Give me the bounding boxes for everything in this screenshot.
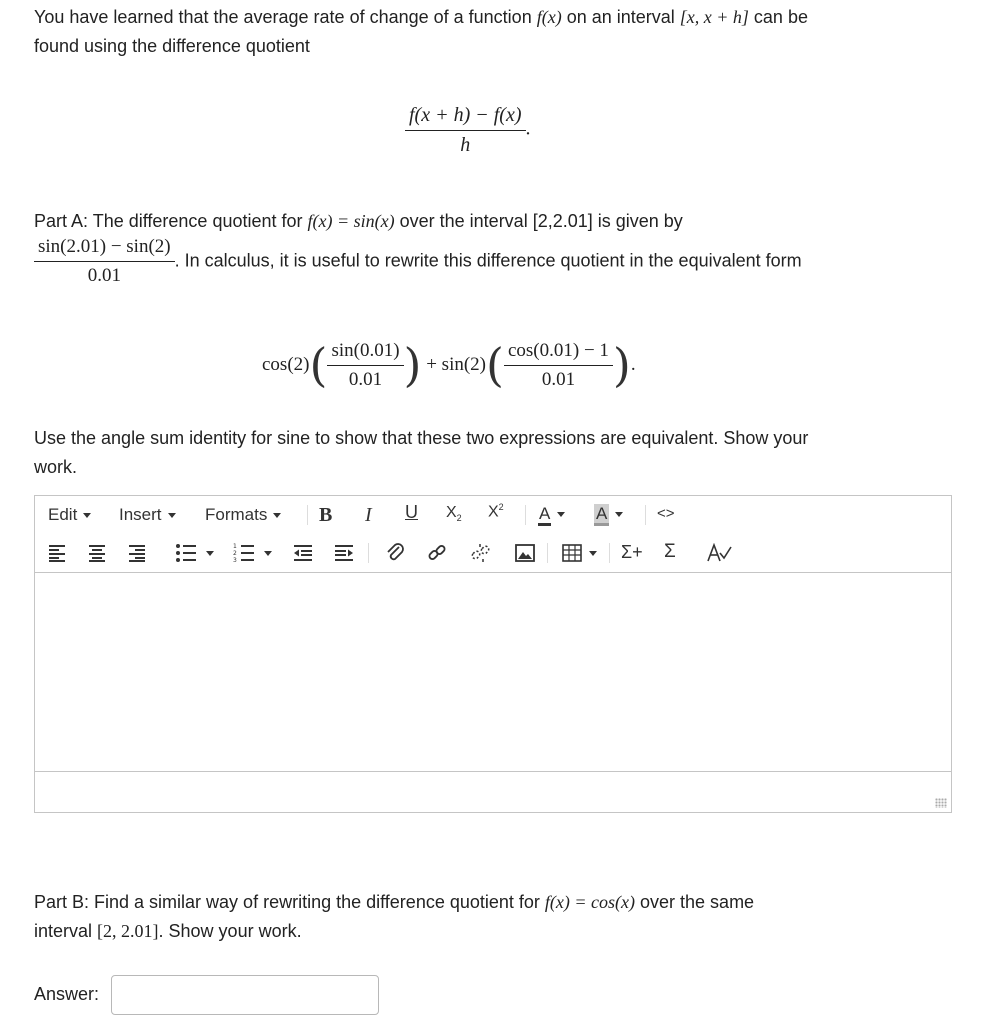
intro-line-2: found using the difference quotient xyxy=(34,36,310,56)
subscript-button[interactable]: $X_2$ xyxy=(446,504,462,524)
part-b-text-4: . Show your work. xyxy=(158,921,302,941)
instruction-a xyxy=(34,424,808,482)
chevron-down-icon xyxy=(83,513,91,518)
indent-icon[interactable] xyxy=(334,544,354,562)
insert-menu-label: Insert xyxy=(119,505,162,524)
part-b-text-3: interval xyxy=(34,921,98,941)
part-a-fx: f(x) = sin(x) xyxy=(307,211,395,231)
equivalent-form-formula: cos(2)( $\frac{\sin(0.01)}{0.01}$ ) + sin(2)( $\frac{\cos(0.01) - 1}{0.01}$ ). xyxy=(262,338,636,392)
table-icon[interactable] xyxy=(562,544,582,562)
formats-menu-label: Formats xyxy=(205,505,268,524)
align-right-icon[interactable] xyxy=(128,544,146,562)
toolbar-divider xyxy=(547,543,548,563)
chevron-down-icon[interactable] xyxy=(206,551,214,556)
superscript-label: X xyxy=(488,503,499,521)
chevron-down-icon xyxy=(168,513,176,518)
image-icon[interactable] xyxy=(515,544,535,562)
align-center-icon[interactable] xyxy=(88,544,106,562)
intro-text-3: can be xyxy=(748,7,808,27)
editor-content-area[interactable] xyxy=(35,572,951,774)
part-a-frac-numerator: sin(2.01) − sin(2) xyxy=(38,236,171,257)
chevron-down-icon xyxy=(615,512,623,517)
part-b-paragraph xyxy=(34,888,754,946)
editor-toolbar-row-2 xyxy=(35,534,951,572)
equivalent-end-punct: . xyxy=(630,354,636,375)
instruction-line-1: Use the angle sum identity for sine to show that these two expressions are equivalent. Show your xyxy=(34,428,809,448)
sigma-button[interactable]: Σ xyxy=(664,541,676,562)
numbered-list-icon[interactable] xyxy=(233,543,255,563)
svg-text:3: 3 xyxy=(233,557,237,563)
part-b-text-1: Part B: Find a similar way of rewriting the difference quotient for xyxy=(34,892,545,912)
accessibility-check-icon[interactable] xyxy=(706,543,732,563)
bullet-list-icon[interactable] xyxy=(175,543,197,563)
underline-button[interactable]: U xyxy=(405,502,418,522)
dq-end-punct: . xyxy=(525,117,531,140)
dq-denominator: h xyxy=(405,130,526,157)
bold-button[interactable]: B xyxy=(319,504,333,526)
equation-editor-button[interactable]: Σ+ xyxy=(621,542,643,562)
plus-sin-term: + sin(2) xyxy=(426,354,487,375)
part-b-fx: f(x) = cos(x) xyxy=(544,892,636,912)
part-a-text-2: over the interval [2,2.01] is given by xyxy=(394,211,683,231)
intro-fx: f(x) xyxy=(536,7,562,27)
dq-numerator: f(x + h) − f(x) xyxy=(409,104,522,126)
frac2-denominator: 0.01 xyxy=(504,365,613,391)
resize-handle-icon[interactable] xyxy=(935,798,947,808)
part-a-text-1: Part A: The difference quotient for xyxy=(34,211,308,231)
part-b-interval: [2, 2.01] xyxy=(97,921,159,941)
intro-interval: [x, x + h] xyxy=(679,7,749,27)
toolbar-divider xyxy=(645,505,646,525)
frac1-numerator: sin(0.01) xyxy=(331,339,400,361)
chevron-down-icon xyxy=(273,513,281,518)
instruction-line-2: work. xyxy=(34,457,78,477)
code-button[interactable]: <> xyxy=(657,505,675,522)
answer-label: Answer: xyxy=(34,984,100,1004)
answer-input[interactable] xyxy=(111,975,379,1015)
chevron-down-icon[interactable] xyxy=(589,551,597,556)
part-a-frac-denominator: 0.01 xyxy=(34,261,175,287)
svg-text:2: 2 xyxy=(233,550,237,557)
edit-menu[interactable] xyxy=(48,505,91,525)
link-icon[interactable] xyxy=(427,543,447,563)
rich-text-editor xyxy=(34,495,952,813)
cos-term: cos(2) xyxy=(262,354,310,375)
align-left-icon[interactable] xyxy=(48,544,66,562)
toolbar-divider xyxy=(368,543,369,563)
outdent-icon[interactable] xyxy=(293,544,313,562)
text-color-button[interactable] xyxy=(538,504,565,524)
bg-color-label: A xyxy=(594,504,609,526)
toolbar-divider xyxy=(609,543,610,563)
formats-menu[interactable] xyxy=(205,505,281,525)
text-color-label: A xyxy=(538,504,551,526)
subscript-label: X xyxy=(446,504,457,521)
superscript-button[interactable]: $X^2$ xyxy=(488,502,504,521)
difference-quotient-formula xyxy=(405,104,531,157)
toolbar-divider xyxy=(307,505,308,525)
intro-paragraph xyxy=(34,3,808,61)
part-a-line-1 xyxy=(34,207,683,236)
part-a-fraction-line xyxy=(34,236,802,287)
frac1-denominator: 0.01 xyxy=(327,365,403,391)
part-b-text-2: over the same xyxy=(635,892,755,912)
editor-menubar xyxy=(35,496,951,534)
intro-text-2: on an interval xyxy=(561,7,680,27)
intro-text-1: You have learned that the average rate of change of a function xyxy=(34,7,537,27)
chevron-down-icon xyxy=(557,512,565,517)
toolbar-divider xyxy=(525,505,526,525)
svg-text:1: 1 xyxy=(233,543,237,550)
frac2-numerator: cos(0.01) − 1 xyxy=(507,339,609,361)
background-color-button[interactable] xyxy=(594,504,623,524)
edit-menu-label: Edit xyxy=(48,505,78,524)
insert-menu[interactable] xyxy=(119,505,176,525)
editor-statusbar xyxy=(35,771,951,812)
unlink-icon[interactable] xyxy=(470,543,492,563)
italic-button[interactable]: I xyxy=(365,504,372,526)
part-a-text-3: . In calculus, it is useful to rewrite this difference quotient in the equivalent form xyxy=(174,250,802,271)
chevron-down-icon[interactable] xyxy=(264,551,272,556)
paperclip-icon[interactable] xyxy=(385,542,405,564)
